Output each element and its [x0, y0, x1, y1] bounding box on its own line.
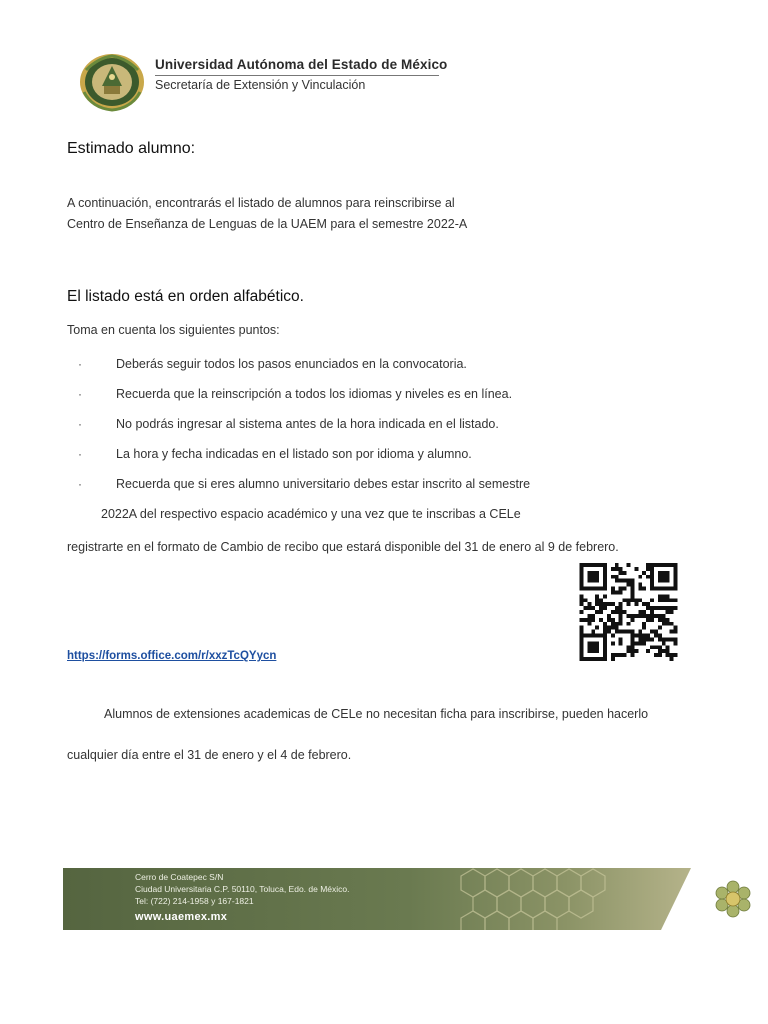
points-intro: Toma en cuenta los siguientes puntos: — [67, 323, 280, 337]
list-item — [78, 417, 698, 447]
hexagon-pattern-icon — [441, 868, 671, 930]
greeting: Estimado alumno: — [67, 140, 196, 157]
list-item-text: Recuerda que si eres alumno universitario debes estar inscrito al semestre — [116, 477, 531, 491]
header-divider — [155, 75, 439, 76]
extension-note-line: cualquier día entre el 31 de enero y el 4 de febrero. — [67, 748, 352, 762]
points-list — [78, 357, 698, 507]
list-item-text: No podrás ingresar al sistema antes de la hora indicada en el listado. — [116, 417, 499, 431]
university-name: Universidad Autónoma del Estado de México — [155, 57, 448, 72]
list-item-text: La hora y fecha indicadas en el listado son por idioma y alumno. — [116, 447, 472, 461]
department-name: Secretaría de Extensión y Vinculación — [155, 78, 366, 92]
form-link[interactable]: https://forms.office.com/r/xxzTcQYycn — [67, 650, 277, 662]
footer-phone: Tel: (722) 214-1958 y 167-1821 — [135, 896, 254, 906]
list-item — [78, 447, 698, 477]
registration-note: registrarte en el formato de Cambio de recibo que estará disponible del 31 de enero al 9 de febrero. — [67, 540, 619, 554]
list-item — [78, 477, 698, 507]
list-item-text: Recuerda que la reinscripción a todos los idiomas y niveles es en línea. — [116, 387, 513, 401]
list-item-text: Deberás seguir todos los pasos enunciados en la convocatoria. — [116, 357, 467, 371]
footer-address: Cerro de Coatepec S/N — [135, 872, 224, 882]
qr-code-icon[interactable] — [576, 563, 681, 661]
list-item-continuation: 2022A del respectivo espacio académico y una vez que te inscribas a CELe — [101, 507, 521, 521]
uaemex-flower-logo-icon — [714, 880, 752, 918]
university-seal-icon — [78, 52, 146, 112]
list-item — [78, 357, 698, 387]
bullet-icon: · — [78, 387, 82, 401]
intro-line: A continuación, encontrarás el listado de alumnos para reinscribirse al — [67, 196, 455, 210]
list-item — [78, 387, 698, 417]
intro-line: Centro de Enseñanza de Lenguas de la UAEM para el semestre 2022-A — [67, 217, 468, 231]
bullet-icon: · — [78, 357, 82, 371]
extension-note-line: Alumnos de extensiones academicas de CELe no necesitan ficha para inscribirse, pueden hacerlo — [104, 707, 649, 721]
order-note-heading: El listado está en orden alfabético. — [67, 288, 304, 305]
intro-paragraph — [67, 193, 707, 235]
bullet-icon: · — [78, 417, 82, 431]
letterhead — [78, 52, 478, 114]
footer-website: www.uaemex.mx — [135, 911, 228, 923]
footer-address: Ciudad Universitaria C.P. 50110, Toluca, Edo. de México. — [135, 884, 350, 894]
footer-banner — [63, 868, 691, 930]
bullet-icon: · — [78, 447, 82, 461]
footer-corner — [661, 868, 691, 930]
bullet-icon: · — [78, 477, 82, 491]
